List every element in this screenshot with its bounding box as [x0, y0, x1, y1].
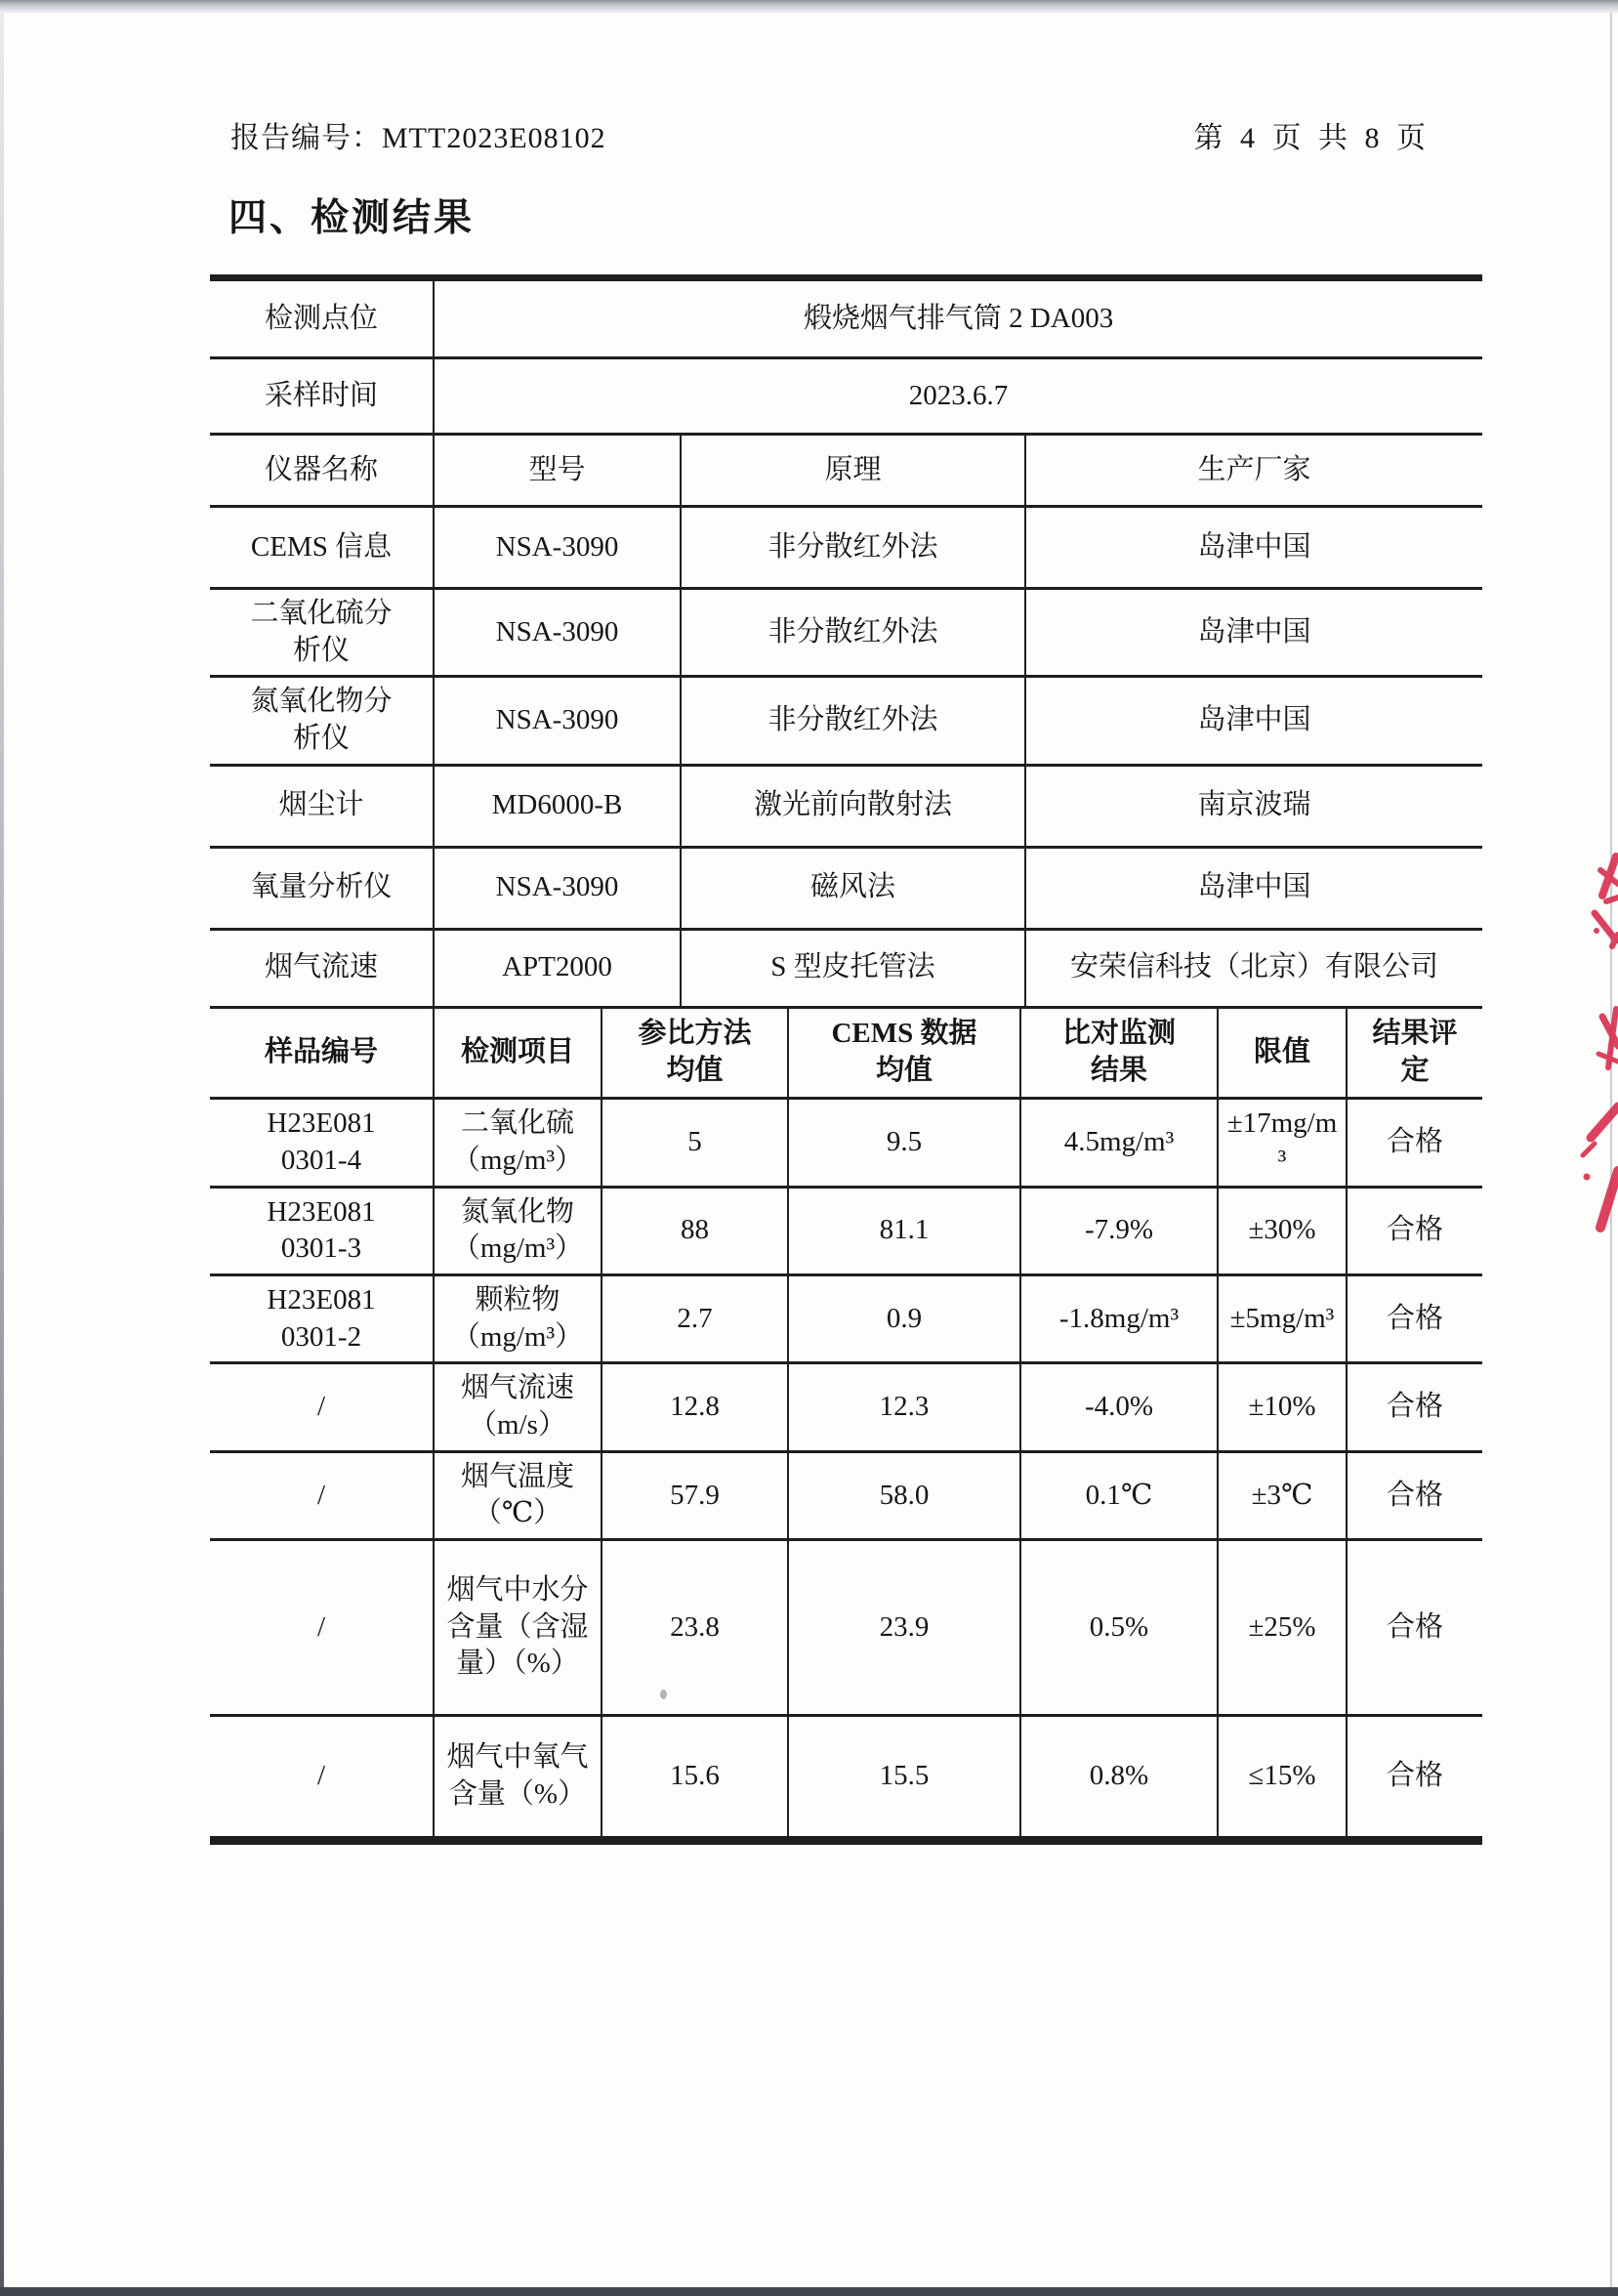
table-cell: ±5mg/m³	[1218, 1275, 1347, 1363]
table-cell: 9.5	[788, 1099, 1020, 1187]
table-cell: 0.5%	[1020, 1540, 1218, 1716]
table-cell: 烟气流速（m/s）	[434, 1363, 602, 1451]
table-cell: 0.1℃	[1020, 1451, 1218, 1539]
header-cell: 检测项目	[434, 1009, 602, 1099]
table-cell: 2023.6.7	[434, 358, 1482, 435]
table-cell: 磁风法	[681, 847, 1025, 929]
table-cell: ±25%	[1218, 1540, 1347, 1716]
table-header-row	[210, 435, 1482, 507]
table-cell: ±3℃	[1218, 1451, 1347, 1539]
table-cell: 岛津中国	[1025, 677, 1482, 765]
table-row	[210, 1187, 1482, 1274]
table-cell: 81.1	[788, 1187, 1020, 1274]
table-cell: 安荣信科技（北京）有限公司	[1025, 929, 1482, 1007]
row-label-cell: CEMS 信息	[250, 530, 393, 563]
table-row	[210, 589, 1482, 677]
header-cell: 生产厂家	[1025, 435, 1482, 507]
table-cell: 88	[602, 1187, 788, 1274]
report-number	[230, 113, 606, 156]
table-cell: 颗粒物（mg/m³）	[434, 1275, 602, 1363]
sample-id-cell: H23E081 0301-3	[267, 1195, 376, 1265]
table-row	[210, 847, 1482, 929]
table-cell: ≤15%	[1218, 1716, 1347, 1841]
result-cell: 合格	[1347, 1451, 1482, 1539]
header-cell: 限值	[1218, 1009, 1347, 1099]
table-row	[210, 278, 1482, 358]
header-cell: CEMS 数据均值	[788, 1009, 1020, 1099]
row-label-cell: 氧量分析仪	[250, 871, 393, 903]
info-table	[210, 274, 1482, 1009]
header-cell: 比对监测结果	[1020, 1009, 1218, 1099]
row-label-cell: 氮氧化物分析仪	[250, 686, 393, 755]
page-indicator: 第 4 页 共 8 页	[1193, 122, 1431, 154]
table-row	[210, 507, 1482, 589]
scan-edge-bottom	[0, 2287, 1618, 2296]
table-row	[210, 1099, 1482, 1187]
scan-speck	[660, 1690, 667, 1699]
sample-id-cell: /	[316, 1760, 326, 1792]
header-cell: 型号	[434, 435, 681, 507]
row-label-cell: 采样时间	[264, 379, 378, 411]
section-title: 四、检测结果	[228, 197, 476, 239]
table-cell: 氮氧化物（mg/m³）	[434, 1187, 602, 1274]
table-cell: NSA-3090	[434, 589, 681, 677]
report-number-label: 报告编号：	[230, 122, 382, 154]
table-cell: MD6000-B	[434, 765, 681, 847]
row-label-cell: 烟气流速	[264, 951, 378, 983]
table-cell: 岛津中国	[1025, 847, 1482, 929]
table-row	[210, 358, 1482, 435]
table-cell: 0.8%	[1020, 1716, 1218, 1841]
table-cell: S 型皮托管法	[681, 929, 1025, 1007]
report-number-value: MTT2023E08102	[382, 122, 606, 154]
scan-edge-left	[0, 13, 4, 2287]
table-cell: 烟气中氧气含量（%）	[434, 1716, 602, 1841]
table-row	[210, 1451, 1482, 1539]
header-cell: 参比方法均值	[602, 1009, 788, 1099]
sample-id-cell: /	[316, 1479, 326, 1511]
table-cell: ±10%	[1218, 1363, 1347, 1451]
table-cell: NSA-3090	[434, 677, 681, 765]
table-cell: -1.8mg/m³	[1020, 1275, 1218, 1363]
table-cell: APT2000	[434, 929, 681, 1007]
results-table	[210, 1009, 1482, 1845]
tables-area	[210, 274, 1482, 1845]
result-cell: 合格	[1347, 1099, 1482, 1187]
red-stamp-fragment	[1573, 845, 1618, 1255]
table-header-row	[210, 1009, 1482, 1099]
table-cell: 岛津中国	[1025, 589, 1482, 677]
result-cell: 合格	[1347, 1275, 1482, 1363]
table-cell: NSA-3090	[434, 847, 681, 929]
table-cell: ±17mg/m³	[1218, 1099, 1347, 1187]
scan-edge-top	[0, 0, 1618, 13]
sample-id-cell: H23E081 0301-4	[267, 1107, 376, 1176]
table-cell: 58.0	[788, 1451, 1020, 1539]
table-cell: NSA-3090	[434, 507, 681, 589]
table-cell: 15.5	[788, 1716, 1020, 1841]
sample-id-cell: /	[316, 1610, 326, 1643]
table-cell: 12.8	[602, 1363, 788, 1451]
table-row	[210, 1363, 1482, 1451]
row-label-cell: 二氧化硫分析仪	[250, 598, 393, 666]
table-cell: 二氧化硫（mg/m³）	[434, 1099, 602, 1187]
table-cell: 57.9	[602, 1451, 788, 1539]
table-cell: 4.5mg/m³	[1020, 1099, 1218, 1187]
table-cell: 岛津中国	[1025, 507, 1482, 589]
sample-id-cell: /	[316, 1391, 326, 1423]
sample-id-cell: H23E081 0301-2	[267, 1284, 376, 1353]
table-cell: 5	[602, 1099, 788, 1187]
table-cell: 非分散红外法	[681, 677, 1025, 765]
header-cell: 结果评定	[1347, 1009, 1482, 1099]
header-cell: 原理	[681, 435, 1025, 507]
header-cell: 样品编号	[264, 1036, 378, 1068]
table-cell: 23.8	[602, 1540, 788, 1716]
table-cell: 12.3	[788, 1363, 1020, 1451]
row-label-cell: 检测点位	[264, 302, 378, 334]
table-cell: 0.9	[788, 1275, 1020, 1363]
table-row	[210, 1716, 1482, 1841]
table-row	[210, 1275, 1482, 1363]
result-cell: 合格	[1347, 1716, 1482, 1841]
table-cell: 非分散红外法	[681, 589, 1025, 677]
table-cell: 煅烧烟气排气筒 2 DA003	[434, 278, 1482, 358]
table-cell: 2.7	[602, 1275, 788, 1363]
table-cell: 激光前向散射法	[681, 765, 1025, 847]
table-cell: 南京波瑞	[1025, 765, 1482, 847]
table-row	[210, 677, 1482, 765]
table-row	[210, 929, 1482, 1007]
table-cell: 烟气中水分含量（含湿量）（%）	[434, 1540, 602, 1716]
table-row	[210, 1540, 1482, 1716]
row-label-cell: 烟尘计	[278, 789, 364, 821]
table-cell: 15.6	[602, 1716, 788, 1841]
table-row	[210, 765, 1482, 847]
table-cell: -7.9%	[1020, 1187, 1218, 1274]
table-cell: 非分散红外法	[681, 507, 1025, 589]
header-cell: 仪器名称	[264, 453, 378, 485]
table-cell: -4.0%	[1020, 1363, 1218, 1451]
result-cell: 合格	[1347, 1187, 1482, 1274]
table-cell: ±30%	[1218, 1187, 1347, 1274]
table-cell: 烟气温度（℃）	[434, 1451, 602, 1539]
result-cell: 合格	[1347, 1363, 1482, 1451]
result-cell: 合格	[1347, 1540, 1482, 1716]
table-cell: 23.9	[788, 1540, 1020, 1716]
